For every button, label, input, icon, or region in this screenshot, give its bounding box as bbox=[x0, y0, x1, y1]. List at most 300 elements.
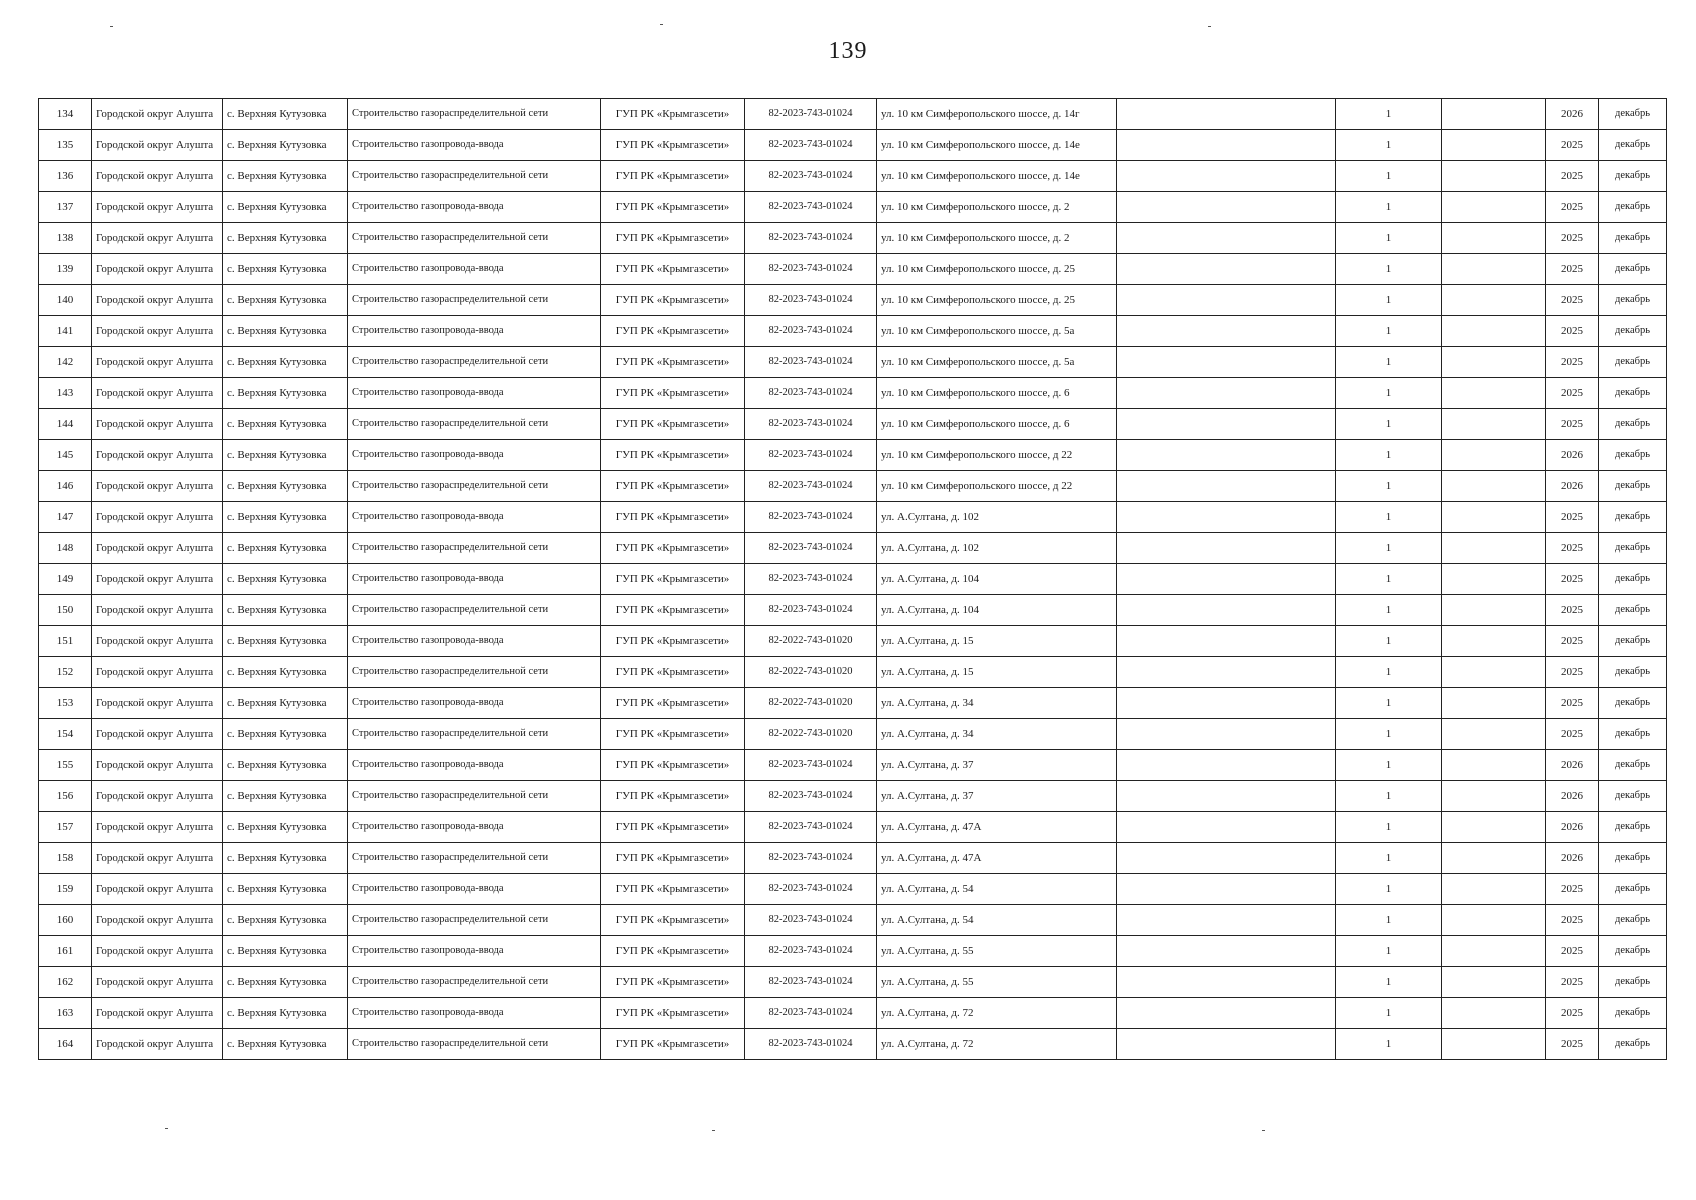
cell-work-type: Строительство газопровода-ввода bbox=[348, 502, 601, 533]
cell-program-code: 82-2023-743-01024 bbox=[745, 812, 877, 843]
cell-organization: ГУП РК «Крымгазсети» bbox=[601, 254, 745, 285]
cell-year: 2025 bbox=[1546, 502, 1599, 533]
cell-address: ул. 10 км Симферопольского шоссе, д. 14е bbox=[877, 161, 1117, 192]
table-row bbox=[39, 998, 1667, 1029]
cell-settlement: с. Верхняя Кутузовка bbox=[223, 161, 348, 192]
cell-row-number: 143 bbox=[39, 378, 92, 409]
cell-settlement: с. Верхняя Кутузовка bbox=[223, 626, 348, 657]
cell-year: 2026 bbox=[1546, 843, 1599, 874]
cell-month: декабрь bbox=[1599, 161, 1667, 192]
cell-program-code: 82-2023-743-01024 bbox=[745, 192, 877, 223]
cell-address: ул. 10 км Симферопольского шоссе, д. 2 bbox=[877, 223, 1117, 254]
table-row bbox=[39, 471, 1667, 502]
cell-organization: ГУП РК «Крымгазсети» bbox=[601, 905, 745, 936]
cell-empty bbox=[1117, 223, 1336, 254]
cell-settlement: с. Верхняя Кутузовка bbox=[223, 936, 348, 967]
cell-organization: ГУП РК «Крымгазсети» bbox=[601, 812, 745, 843]
cell-month: декабрь bbox=[1599, 967, 1667, 998]
cell-quantity: 1 bbox=[1336, 998, 1442, 1029]
cell-program-code: 82-2023-743-01024 bbox=[745, 502, 877, 533]
cell-row-number: 150 bbox=[39, 595, 92, 626]
cell-district: Городской округ Алушта bbox=[92, 719, 223, 750]
cell-quantity: 1 bbox=[1336, 874, 1442, 905]
cell-quantity: 1 bbox=[1336, 409, 1442, 440]
cell-empty bbox=[1117, 564, 1336, 595]
table-row bbox=[39, 440, 1667, 471]
cell-row-number: 163 bbox=[39, 998, 92, 1029]
cell-empty bbox=[1442, 1029, 1546, 1060]
cell-program-code: 82-2023-743-01024 bbox=[745, 998, 877, 1029]
cell-empty bbox=[1442, 223, 1546, 254]
cell-empty bbox=[1442, 812, 1546, 843]
cell-district: Городской округ Алушта bbox=[92, 285, 223, 316]
cell-quantity: 1 bbox=[1336, 719, 1442, 750]
cell-month: декабрь bbox=[1599, 130, 1667, 161]
cell-program-code: 82-2023-743-01024 bbox=[745, 843, 877, 874]
cell-address: ул. 10 км Симферопольского шоссе, д. 25 bbox=[877, 254, 1117, 285]
cell-settlement: с. Верхняя Кутузовка bbox=[223, 688, 348, 719]
cell-settlement: с. Верхняя Кутузовка bbox=[223, 719, 348, 750]
cell-organization: ГУП РК «Крымгазсети» bbox=[601, 161, 745, 192]
cell-quantity: 1 bbox=[1336, 626, 1442, 657]
cell-year: 2025 bbox=[1546, 223, 1599, 254]
cell-organization: ГУП РК «Крымгазсети» bbox=[601, 998, 745, 1029]
cell-row-number: 146 bbox=[39, 471, 92, 502]
table-row bbox=[39, 688, 1667, 719]
cell-month: декабрь bbox=[1599, 688, 1667, 719]
cell-address: ул. А.Султана, д. 15 bbox=[877, 626, 1117, 657]
cell-address: ул. А.Султана, д. 102 bbox=[877, 502, 1117, 533]
cell-work-type: Строительство газопровода-ввода bbox=[348, 812, 601, 843]
table-body bbox=[39, 99, 1667, 1060]
cell-month: декабрь bbox=[1599, 409, 1667, 440]
cell-empty bbox=[1442, 781, 1546, 812]
cell-program-code: 82-2023-743-01024 bbox=[745, 161, 877, 192]
cell-row-number: 156 bbox=[39, 781, 92, 812]
cell-work-type: Строительство газопровода-ввода bbox=[348, 564, 601, 595]
cell-program-code: 82-2023-743-01024 bbox=[745, 378, 877, 409]
cell-quantity: 1 bbox=[1336, 657, 1442, 688]
cell-quantity: 1 bbox=[1336, 1029, 1442, 1060]
cell-row-number: 142 bbox=[39, 347, 92, 378]
cell-year: 2025 bbox=[1546, 564, 1599, 595]
cell-district: Городской округ Алушта bbox=[92, 564, 223, 595]
cell-work-type: Строительство газораспределительной сети bbox=[348, 533, 601, 564]
cell-quantity: 1 bbox=[1336, 347, 1442, 378]
cell-empty bbox=[1442, 471, 1546, 502]
cell-empty bbox=[1117, 1029, 1336, 1060]
cell-work-type: Строительство газопровода-ввода bbox=[348, 626, 601, 657]
cell-year: 2025 bbox=[1546, 192, 1599, 223]
cell-district: Городской округ Алушта bbox=[92, 626, 223, 657]
cell-district: Городской округ Алушта bbox=[92, 99, 223, 130]
cell-row-number: 135 bbox=[39, 130, 92, 161]
cell-address: ул. А.Султана, д. 55 bbox=[877, 936, 1117, 967]
cell-settlement: с. Верхняя Кутузовка bbox=[223, 564, 348, 595]
cell-row-number: 148 bbox=[39, 533, 92, 564]
cell-settlement: с. Верхняя Кутузовка bbox=[223, 657, 348, 688]
cell-empty bbox=[1442, 936, 1546, 967]
cell-address: ул. А.Султана, д. 102 bbox=[877, 533, 1117, 564]
cell-settlement: с. Верхняя Кутузовка bbox=[223, 750, 348, 781]
cell-row-number: 155 bbox=[39, 750, 92, 781]
table-row bbox=[39, 99, 1667, 130]
cell-empty bbox=[1117, 99, 1336, 130]
table-row bbox=[39, 533, 1667, 564]
cell-month: декабрь bbox=[1599, 347, 1667, 378]
cell-empty bbox=[1442, 502, 1546, 533]
cell-district: Городской округ Алушта bbox=[92, 812, 223, 843]
cell-quantity: 1 bbox=[1336, 812, 1442, 843]
cell-month: декабрь bbox=[1599, 316, 1667, 347]
table-row bbox=[39, 316, 1667, 347]
cell-program-code: 82-2023-743-01024 bbox=[745, 347, 877, 378]
cell-quantity: 1 bbox=[1336, 750, 1442, 781]
cell-row-number: 134 bbox=[39, 99, 92, 130]
cell-district: Городской округ Алушта bbox=[92, 657, 223, 688]
cell-month: декабрь bbox=[1599, 502, 1667, 533]
cell-month: декабрь bbox=[1599, 750, 1667, 781]
cell-address: ул. А.Султана, д. 72 bbox=[877, 1029, 1117, 1060]
cell-month: декабрь bbox=[1599, 564, 1667, 595]
cell-district: Городской округ Алушта bbox=[92, 750, 223, 781]
cell-empty bbox=[1442, 626, 1546, 657]
table-row bbox=[39, 874, 1667, 905]
cell-year: 2025 bbox=[1546, 936, 1599, 967]
cell-settlement: с. Верхняя Кутузовка bbox=[223, 316, 348, 347]
cell-row-number: 162 bbox=[39, 967, 92, 998]
cell-quantity: 1 bbox=[1336, 471, 1442, 502]
cell-organization: ГУП РК «Крымгазсети» bbox=[601, 440, 745, 471]
cell-month: декабрь bbox=[1599, 998, 1667, 1029]
cell-settlement: с. Верхняя Кутузовка bbox=[223, 409, 348, 440]
cell-empty bbox=[1117, 719, 1336, 750]
table-row bbox=[39, 1029, 1667, 1060]
cell-month: декабрь bbox=[1599, 223, 1667, 254]
cell-settlement: с. Верхняя Кутузовка bbox=[223, 533, 348, 564]
cell-empty bbox=[1117, 998, 1336, 1029]
cell-empty bbox=[1117, 130, 1336, 161]
cell-quantity: 1 bbox=[1336, 99, 1442, 130]
cell-empty bbox=[1442, 192, 1546, 223]
table-row bbox=[39, 719, 1667, 750]
cell-work-type: Строительство газопровода-ввода bbox=[348, 998, 601, 1029]
cell-month: декабрь bbox=[1599, 533, 1667, 564]
cell-empty bbox=[1117, 285, 1336, 316]
cell-empty bbox=[1442, 440, 1546, 471]
cell-address: ул. А.Султана, д. 47А bbox=[877, 812, 1117, 843]
cell-year: 2026 bbox=[1546, 750, 1599, 781]
cell-program-code: 82-2023-743-01024 bbox=[745, 440, 877, 471]
table-row bbox=[39, 285, 1667, 316]
cell-settlement: с. Верхняя Кутузовка bbox=[223, 378, 348, 409]
cell-row-number: 137 bbox=[39, 192, 92, 223]
cell-row-number: 154 bbox=[39, 719, 92, 750]
cell-work-type: Строительство газораспределительной сети bbox=[348, 657, 601, 688]
cell-empty bbox=[1442, 843, 1546, 874]
cell-year: 2025 bbox=[1546, 905, 1599, 936]
cell-district: Городской округ Алушта bbox=[92, 223, 223, 254]
cell-address: ул. 10 км Симферопольского шоссе, д. 6 bbox=[877, 378, 1117, 409]
cell-year: 2026 bbox=[1546, 471, 1599, 502]
cell-month: декабрь bbox=[1599, 254, 1667, 285]
cell-district: Городской округ Алушта bbox=[92, 1029, 223, 1060]
cell-district: Городской округ Алушта bbox=[92, 936, 223, 967]
table-row bbox=[39, 409, 1667, 440]
scan-speck bbox=[1208, 26, 1211, 27]
cell-address: ул. 10 км Симферопольского шоссе, д. 14е bbox=[877, 130, 1117, 161]
cell-empty bbox=[1442, 657, 1546, 688]
cell-address: ул. 10 км Симферопольского шоссе, д. 25 bbox=[877, 285, 1117, 316]
cell-empty bbox=[1442, 533, 1546, 564]
cell-year: 2025 bbox=[1546, 130, 1599, 161]
cell-address: ул. А.Султана, д. 34 bbox=[877, 719, 1117, 750]
cell-empty bbox=[1442, 409, 1546, 440]
cell-row-number: 158 bbox=[39, 843, 92, 874]
cell-address: ул. А.Султана, д. 37 bbox=[877, 781, 1117, 812]
cell-settlement: с. Верхняя Кутузовка bbox=[223, 595, 348, 626]
cell-month: декабрь bbox=[1599, 657, 1667, 688]
cell-organization: ГУП РК «Крымгазсети» bbox=[601, 874, 745, 905]
cell-address: ул. А.Султана, д. 104 bbox=[877, 595, 1117, 626]
page-number: 139 bbox=[828, 38, 868, 64]
cell-empty bbox=[1117, 254, 1336, 285]
cell-work-type: Строительство газораспределительной сети bbox=[348, 843, 601, 874]
cell-empty bbox=[1117, 874, 1336, 905]
table-row bbox=[39, 192, 1667, 223]
cell-district: Городской округ Алушта bbox=[92, 378, 223, 409]
cell-work-type: Строительство газораспределительной сети bbox=[348, 905, 601, 936]
cell-address: ул. А.Султана, д. 54 bbox=[877, 905, 1117, 936]
cell-year: 2025 bbox=[1546, 998, 1599, 1029]
cell-row-number: 153 bbox=[39, 688, 92, 719]
cell-address: ул. А.Султана, д. 37 bbox=[877, 750, 1117, 781]
scan-speck bbox=[110, 26, 113, 27]
cell-month: декабрь bbox=[1599, 905, 1667, 936]
cell-row-number: 157 bbox=[39, 812, 92, 843]
cell-organization: ГУП РК «Крымгазсети» bbox=[601, 316, 745, 347]
cell-work-type: Строительство газопровода-ввода bbox=[348, 874, 601, 905]
cell-district: Городской округ Алушта bbox=[92, 192, 223, 223]
cell-empty bbox=[1117, 533, 1336, 564]
cell-address: ул. 10 км Симферопольского шоссе, д 22 bbox=[877, 440, 1117, 471]
cell-empty bbox=[1117, 502, 1336, 533]
cell-work-type: Строительство газопровода-ввода bbox=[348, 130, 601, 161]
cell-settlement: с. Верхняя Кутузовка bbox=[223, 812, 348, 843]
cell-work-type: Строительство газораспределительной сети bbox=[348, 161, 601, 192]
cell-program-code: 82-2022-743-01020 bbox=[745, 719, 877, 750]
cell-year: 2025 bbox=[1546, 254, 1599, 285]
cell-empty bbox=[1117, 843, 1336, 874]
cell-program-code: 82-2023-743-01024 bbox=[745, 285, 877, 316]
cell-row-number: 152 bbox=[39, 657, 92, 688]
cell-program-code: 82-2022-743-01020 bbox=[745, 657, 877, 688]
cell-program-code: 82-2023-743-01024 bbox=[745, 316, 877, 347]
cell-organization: ГУП РК «Крымгазсети» bbox=[601, 564, 745, 595]
cell-address: ул. А.Султана, д. 54 bbox=[877, 874, 1117, 905]
cell-organization: ГУП РК «Крымгазсети» bbox=[601, 471, 745, 502]
cell-district: Городской округ Алушта bbox=[92, 533, 223, 564]
cell-empty bbox=[1117, 905, 1336, 936]
cell-row-number: 140 bbox=[39, 285, 92, 316]
table-row bbox=[39, 750, 1667, 781]
cell-settlement: с. Верхняя Кутузовка bbox=[223, 1029, 348, 1060]
cell-organization: ГУП РК «Крымгазсети» bbox=[601, 967, 745, 998]
cell-work-type: Строительство газопровода-ввода bbox=[348, 688, 601, 719]
cell-empty bbox=[1442, 719, 1546, 750]
cell-program-code: 82-2023-743-01024 bbox=[745, 533, 877, 564]
cell-work-type: Строительство газопровода-ввода bbox=[348, 936, 601, 967]
cell-organization: ГУП РК «Крымгазсети» bbox=[601, 533, 745, 564]
cell-row-number: 136 bbox=[39, 161, 92, 192]
cell-settlement: с. Верхняя Кутузовка bbox=[223, 254, 348, 285]
cell-empty bbox=[1117, 440, 1336, 471]
cell-settlement: с. Верхняя Кутузовка bbox=[223, 502, 348, 533]
cell-empty bbox=[1117, 347, 1336, 378]
cell-program-code: 82-2023-743-01024 bbox=[745, 223, 877, 254]
cell-quantity: 1 bbox=[1336, 595, 1442, 626]
cell-program-code: 82-2023-743-01024 bbox=[745, 967, 877, 998]
cell-work-type: Строительство газораспределительной сети bbox=[348, 223, 601, 254]
cell-empty bbox=[1117, 192, 1336, 223]
cell-program-code: 82-2023-743-01024 bbox=[745, 936, 877, 967]
cell-work-type: Строительство газопровода-ввода bbox=[348, 440, 601, 471]
cell-year: 2025 bbox=[1546, 967, 1599, 998]
cell-row-number: 164 bbox=[39, 1029, 92, 1060]
cell-district: Городской округ Алушта bbox=[92, 471, 223, 502]
cell-month: декабрь bbox=[1599, 1029, 1667, 1060]
cell-month: декабрь bbox=[1599, 285, 1667, 316]
cell-district: Городской округ Алушта bbox=[92, 998, 223, 1029]
cell-quantity: 1 bbox=[1336, 781, 1442, 812]
cell-organization: ГУП РК «Крымгазсети» bbox=[601, 502, 745, 533]
scan-speck bbox=[660, 24, 663, 25]
cell-empty bbox=[1117, 657, 1336, 688]
cell-settlement: с. Верхняя Кутузовка bbox=[223, 99, 348, 130]
cell-row-number: 139 bbox=[39, 254, 92, 285]
cell-organization: ГУП РК «Крымгазсети» bbox=[601, 750, 745, 781]
cell-month: декабрь bbox=[1599, 192, 1667, 223]
cell-empty bbox=[1117, 812, 1336, 843]
cell-settlement: с. Верхняя Кутузовка bbox=[223, 874, 348, 905]
cell-work-type: Строительство газораспределительной сети bbox=[348, 967, 601, 998]
cell-address: ул. 10 км Симферопольского шоссе, д. 6 bbox=[877, 409, 1117, 440]
cell-quantity: 1 bbox=[1336, 285, 1442, 316]
cell-empty bbox=[1442, 285, 1546, 316]
cell-empty bbox=[1442, 967, 1546, 998]
cell-work-type: Строительство газораспределительной сети bbox=[348, 781, 601, 812]
cell-year: 2025 bbox=[1546, 595, 1599, 626]
cell-empty bbox=[1442, 130, 1546, 161]
cell-empty bbox=[1117, 161, 1336, 192]
cell-empty bbox=[1117, 750, 1336, 781]
cell-empty bbox=[1442, 595, 1546, 626]
cell-year: 2025 bbox=[1546, 657, 1599, 688]
cell-organization: ГУП РК «Крымгазсети» bbox=[601, 595, 745, 626]
cell-program-code: 82-2023-743-01024 bbox=[745, 130, 877, 161]
cell-row-number: 161 bbox=[39, 936, 92, 967]
cell-empty bbox=[1442, 905, 1546, 936]
scan-speck bbox=[712, 1130, 715, 1131]
cell-empty bbox=[1117, 781, 1336, 812]
cell-month: декабрь bbox=[1599, 378, 1667, 409]
cell-row-number: 159 bbox=[39, 874, 92, 905]
cell-settlement: с. Верхняя Кутузовка bbox=[223, 781, 348, 812]
cell-district: Городской округ Алушта bbox=[92, 502, 223, 533]
cell-row-number: 147 bbox=[39, 502, 92, 533]
cell-year: 2025 bbox=[1546, 533, 1599, 564]
cell-program-code: 82-2023-743-01024 bbox=[745, 564, 877, 595]
cell-settlement: с. Верхняя Кутузовка bbox=[223, 471, 348, 502]
cell-month: декабрь bbox=[1599, 874, 1667, 905]
cell-empty bbox=[1117, 409, 1336, 440]
cell-quantity: 1 bbox=[1336, 502, 1442, 533]
register-table bbox=[38, 98, 1667, 1060]
cell-empty bbox=[1442, 316, 1546, 347]
cell-quantity: 1 bbox=[1336, 192, 1442, 223]
cell-organization: ГУП РК «Крымгазсети» bbox=[601, 781, 745, 812]
cell-work-type: Строительство газопровода-ввода bbox=[348, 378, 601, 409]
cell-settlement: с. Верхняя Кутузовка bbox=[223, 347, 348, 378]
table-row bbox=[39, 781, 1667, 812]
register-table-wrapper bbox=[38, 98, 1666, 1060]
cell-organization: ГУП РК «Крымгазсети» bbox=[601, 657, 745, 688]
table-row bbox=[39, 626, 1667, 657]
cell-work-type: Строительство газопровода-ввода bbox=[348, 192, 601, 223]
cell-district: Городской округ Алушта bbox=[92, 595, 223, 626]
cell-program-code: 82-2023-743-01024 bbox=[745, 1029, 877, 1060]
cell-year: 2025 bbox=[1546, 347, 1599, 378]
cell-quantity: 1 bbox=[1336, 254, 1442, 285]
cell-empty bbox=[1442, 564, 1546, 595]
cell-address: ул. А.Султана, д. 104 bbox=[877, 564, 1117, 595]
cell-month: декабрь bbox=[1599, 440, 1667, 471]
cell-address: ул. А.Султана, д. 47А bbox=[877, 843, 1117, 874]
cell-month: декабрь bbox=[1599, 471, 1667, 502]
cell-district: Городской округ Алушта bbox=[92, 347, 223, 378]
cell-row-number: 145 bbox=[39, 440, 92, 471]
cell-organization: ГУП РК «Крымгазсети» bbox=[601, 285, 745, 316]
cell-address: ул. А.Султана, д. 55 bbox=[877, 967, 1117, 998]
cell-row-number: 151 bbox=[39, 626, 92, 657]
cell-address: ул. А.Султана, д. 15 bbox=[877, 657, 1117, 688]
table-row bbox=[39, 254, 1667, 285]
cell-organization: ГУП РК «Крымгазсети» bbox=[601, 936, 745, 967]
cell-work-type: Строительство газораспределительной сети bbox=[348, 471, 601, 502]
cell-address: ул. 10 км Симферопольского шоссе, д 22 bbox=[877, 471, 1117, 502]
cell-program-code: 82-2023-743-01024 bbox=[745, 781, 877, 812]
cell-empty bbox=[1442, 161, 1546, 192]
cell-program-code: 82-2023-743-01024 bbox=[745, 905, 877, 936]
cell-organization: ГУП РК «Крымгазсети» bbox=[601, 99, 745, 130]
cell-empty bbox=[1117, 595, 1336, 626]
cell-quantity: 1 bbox=[1336, 440, 1442, 471]
table-row bbox=[39, 936, 1667, 967]
cell-organization: ГУП РК «Крымгазсети» bbox=[601, 378, 745, 409]
cell-year: 2025 bbox=[1546, 409, 1599, 440]
table-row bbox=[39, 657, 1667, 688]
cell-program-code: 82-2023-743-01024 bbox=[745, 409, 877, 440]
table-row bbox=[39, 967, 1667, 998]
cell-organization: ГУП РК «Крымгазсети» bbox=[601, 223, 745, 254]
cell-organization: ГУП РК «Крымгазсети» bbox=[601, 192, 745, 223]
cell-year: 2025 bbox=[1546, 285, 1599, 316]
table-row bbox=[39, 905, 1667, 936]
cell-year: 2026 bbox=[1546, 812, 1599, 843]
cell-empty bbox=[1117, 378, 1336, 409]
cell-year: 2025 bbox=[1546, 874, 1599, 905]
cell-quantity: 1 bbox=[1336, 905, 1442, 936]
